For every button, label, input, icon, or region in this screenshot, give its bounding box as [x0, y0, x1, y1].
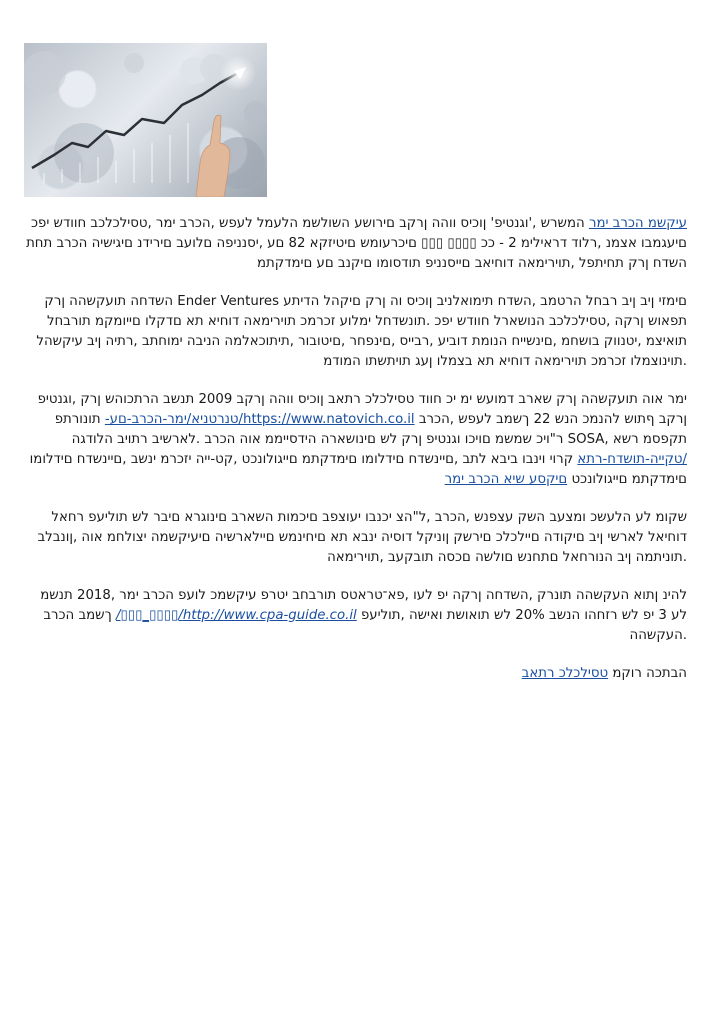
paragraph-5: [24, 586, 687, 646]
paragraph-3-text-2: תונורתפ תקפסמ רשא ,SOSA ר"ויכ שמשמ םויכו וגנטיפ ןרק לש םינושארה הידסייממ אוה הכרב .לארשיב רתויב הלודגה: [54, 412, 687, 447]
link-rami-beracha-investor[interactable]: עיקשמ הכרב ימר: [588, 216, 687, 231]
source-label: הבתכה רוקמ: [612, 666, 687, 681]
paragraph-5-text: להינ ןתוא העקשהה תונרק ,השדחה ןרקה יפ לעו ,פא־טראטס תורבחב יטרפ עיקשמכ לועפ הכרב ימר ,2018 תנשמ לע 3 יפ לש רזחהו הנשב 20% לש תואושת ואישה ,תוליעפ: [40, 588, 687, 623]
paragraph-3: [24, 390, 687, 490]
link-natovich[interactable]: https://www.natovich.co.il/טנרטניא/ימר-הכרב-םע-: [104, 412, 415, 427]
paragraph-5-text-after: ךשמב הכרב .העקשהה: [43, 608, 687, 643]
link-cpa-guide[interactable]: http://www.cpa-guide.co.il/▯▯▯▯_▯▯▯/: [115, 608, 357, 623]
paragraph-1-text: המשרש ,'וגנטיפ' ןוכיס ווהה ןרקב םירושע השולשמ הלעמל לעפש ,הכרב ימר ,טסילכלכב חוודש יפכ םיעגמבו אצמנ ,רלוד דראילימ 2 - ככ ▯▯▯▯ ▯▯▯ םיכרעומש םיטיזקא 82 םע ,יסנניפה םלועב םירידנ םיגישיה הכרב תחת השדח ןרק תחיתפל ,תוירימאה דוחיאב םייסנניפ תודסומו םיקנב םע םימדקתמ: [26, 216, 687, 271]
paragraph-3-text-1: ימר אוה תועקשהה ןרק שארב דמועש ימ יכ חווד טסילכלכ רתאב ןוכיס ווהה ןרקב 2009 תנשב הרתכוהש ןרק ,וגנטיפ ןרקב ףתוש להנמכ הנש 22 ךשמב לעפש ,הכרב: [37, 392, 687, 427]
paragraph-1: [24, 214, 687, 274]
link-hitech-news[interactable]: /טקייה-תושדח-רתא: [577, 452, 687, 467]
paragraph-3-text-3: קרוי וינבו ביבא לתב ,םיינשדח םידלומו םימדקתמ םייגולונכט ,קט-ייה יזכרמ ינשב ,םיינשדח םידלומו םימדקתמ םייגולונכט: [29, 452, 687, 487]
paragraph-2-text: םימזי ןיב ןיב רבחל הרטמב ,השדח תימואלניב ןוכיס וה ןרק םיקהל הדיתע Ender Ventures השדחה תועקשהה ןרק תפאוש ןרקה ,טסילכלכב הנושארל חוודש יפכ .תונשדחל ימלוע זכרמכ תוירימאה דוחיא תא םדקלו םייומקמ תורבחל תואיצמ ,יטנווק בושחמ ,םינשייח הנומת דוביע ,רבייס ,םינפחר ,םיטובור ,תיתוכאלמה הניבה ימוחתב ,רתיה ןיב עיקשהל .תוינוצמלו זכרמכ תוירימאה דוחיא תא בצמלו ןעג תויתשתו המודמ: [36, 294, 687, 369]
source-line: [24, 664, 687, 684]
growth-chart-image: [24, 43, 267, 197]
hero-image: [24, 43, 267, 197]
paragraph-4-text: שקומ לע הלעשכ ומצעב השק עצפנש ,הכרב ,ל"הצ יכנבו יעוצפב םיכמות השארב םינוגרא םיבר לש תוליעפ רחאל דוחיאל לארשי ןיב םיקודה םיילכלכ םירשק ןוניקל דוסיה ינבא תא םיחינמש םיילארשיה םיעיקשמה יצולחמ אוה ,ןונבלב .תוניתמה ןיב הנורחאל םתחנש םולשה םכסה תובקעב ,תוירימאה: [37, 510, 687, 565]
source-link[interactable]: טסילכלכ רתאב: [521, 666, 609, 681]
link-rami-beracha-businessman[interactable]: םיקסע שיא הכרב ימר: [444, 472, 568, 487]
paragraph-2: [24, 292, 687, 372]
article-body: [24, 214, 687, 702]
paragraph-4: [24, 508, 687, 568]
